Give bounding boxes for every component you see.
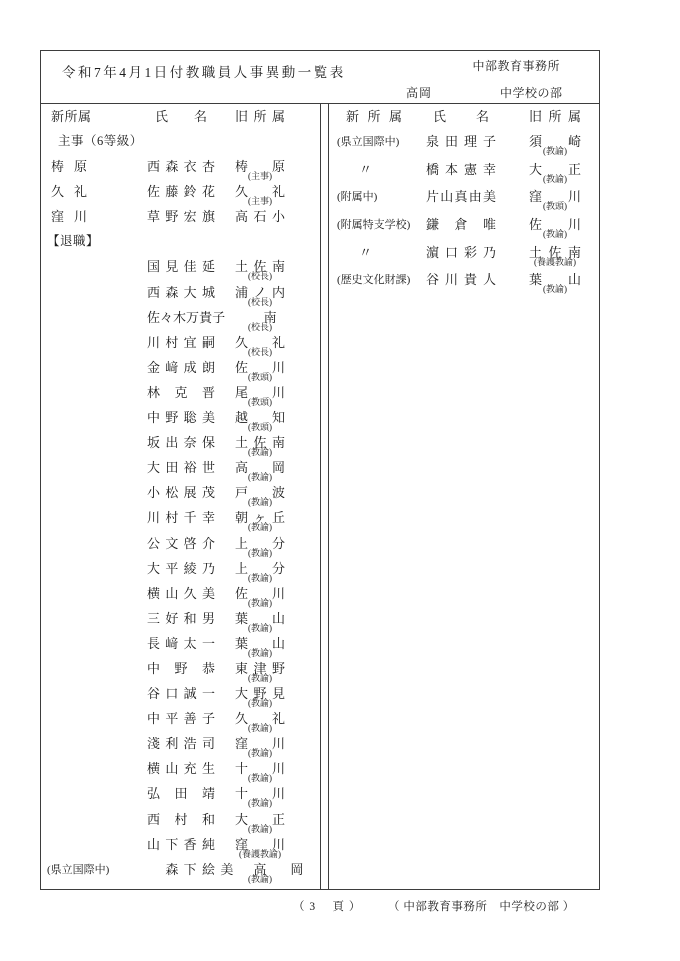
- old-affiliation-cell: 尾 川: [235, 384, 285, 400]
- old-affiliation-cell: 須 崎: [529, 134, 581, 149]
- table-row: [47, 485, 320, 510]
- new-affiliation-cell: [47, 586, 91, 611]
- table-row: [47, 761, 320, 786]
- document-box: [40, 50, 600, 890]
- table-row: [47, 636, 320, 661]
- table-row: [337, 134, 599, 162]
- position-note: (教頭): [248, 371, 272, 382]
- table-row: [337, 272, 599, 300]
- table-row: [47, 460, 320, 485]
- person-name-cell: 濵 口 彩 乃: [426, 244, 496, 260]
- person-name-cell: 中 野 恭: [147, 660, 215, 676]
- person-name-cell: 西 森 衣 杏: [147, 159, 215, 175]
- table-row: [47, 159, 320, 184]
- new-affiliation-cell: 梼 原: [51, 159, 87, 175]
- old-affiliation-cell: 大 正: [529, 161, 581, 177]
- new-affiliation-cell: [47, 837, 91, 862]
- position-note: (教諭): [248, 723, 272, 734]
- old-affiliation-cell: 十 川: [235, 761, 285, 777]
- new-affiliation-cell: [47, 736, 91, 761]
- new-affiliation-cell: 〃: [359, 161, 373, 177]
- person-name-cell: 佐 藤 鈴 花: [147, 184, 215, 200]
- person-name-cell: 坂 出 奈 保: [147, 435, 215, 451]
- person-name-cell: 川 村 宜 嗣: [147, 334, 215, 350]
- old-affiliation-cell: 南: [263, 309, 277, 325]
- table-row: [47, 335, 320, 360]
- header-new-affiliation: 新 所 属: [346, 109, 402, 124]
- position-note: (校長): [248, 296, 272, 307]
- new-affiliation-cell: [47, 561, 91, 586]
- person-name-cell: 金 﨑 成 朗: [147, 359, 215, 375]
- new-affiliation-cell: [47, 285, 91, 310]
- position-note: (教諭): [248, 522, 272, 533]
- table-row: [47, 686, 320, 711]
- table-row: [47, 435, 320, 460]
- position-note: (教諭): [248, 647, 272, 658]
- right-rows: [337, 134, 599, 300]
- position-note: (教諭): [248, 472, 272, 483]
- old-affiliation-cell: 佐 川: [235, 359, 285, 375]
- person-name-cell: 西 村 和: [147, 811, 215, 827]
- person-name-cell: 大 平 綾 乃: [147, 560, 215, 576]
- section-label: 主事（6等級）: [58, 134, 143, 148]
- right-column: [329, 103, 599, 889]
- section-label: 【退職】: [47, 234, 100, 249]
- new-affiliation-cell: [47, 360, 91, 385]
- position-note: (主事): [248, 171, 272, 182]
- new-affiliation-cell: [47, 636, 91, 661]
- person-name-cell: 谷 口 誠 一: [147, 686, 215, 702]
- person-name-cell: 弘 田 靖: [147, 786, 215, 802]
- old-affiliation-cell: 越 知: [235, 410, 285, 426]
- old-affiliation-cell: 久 礼: [235, 711, 285, 727]
- new-affiliation-cell: [47, 460, 91, 485]
- region-name: 高岡: [406, 86, 433, 100]
- person-name-cell: 中 野 聡 美: [147, 410, 215, 426]
- position-note: (教諭): [248, 672, 272, 683]
- old-affiliation-cell: 浦 ノ 内: [235, 284, 285, 300]
- table-row: [47, 259, 320, 284]
- position-note: (主事): [248, 196, 272, 207]
- new-affiliation-cell: [47, 485, 91, 510]
- footer-source-label: （ 中部教育事務所 中学校の部 ）: [388, 901, 575, 913]
- new-affiliation-cell: [47, 510, 91, 535]
- table-columns: [41, 103, 599, 889]
- table-row: [47, 812, 320, 837]
- new-affiliation-cell: (附属中): [337, 191, 378, 204]
- position-note: (教諭): [543, 228, 567, 239]
- table-row: [47, 561, 320, 586]
- old-affiliation-cell: 窪 川: [235, 836, 285, 852]
- header-old-affiliation: 旧 所 属: [529, 109, 581, 124]
- table-row: [47, 410, 320, 435]
- old-affiliation-cell: 窪 川: [529, 189, 581, 205]
- new-affiliation-cell: [47, 536, 91, 561]
- person-name-cell: 林 克 晋: [147, 384, 215, 400]
- table-row: [47, 786, 320, 811]
- new-affiliation-cell: [47, 611, 91, 636]
- table-row: [47, 536, 320, 561]
- old-affiliation-cell: 土 佐 南: [235, 435, 285, 451]
- table-row: [337, 217, 599, 245]
- page-number: （ 3 頁 ）: [293, 901, 362, 913]
- new-affiliation-cell: (県立国際中): [337, 136, 400, 148]
- new-affiliation-cell: [47, 686, 91, 711]
- position-note: (教諭): [248, 547, 272, 558]
- header-old-affiliation: 旧 所 属: [235, 109, 285, 124]
- section-name: 中学校の部: [500, 86, 563, 100]
- person-name-cell: 淺 利 浩 司: [147, 736, 215, 752]
- position-note: (教頭): [248, 396, 272, 407]
- position-note: (養護教諭): [239, 848, 281, 859]
- position-note: (教諭): [248, 873, 272, 884]
- new-affiliation-cell: [47, 259, 91, 284]
- person-name-cell: 森 下 絵 美: [165, 861, 234, 877]
- position-note: (校長): [248, 321, 272, 332]
- old-affiliation-cell: 久 礼: [235, 334, 285, 350]
- old-affiliation-cell: 佐 川: [529, 216, 581, 232]
- table-row: [337, 245, 599, 273]
- new-affiliation-cell: [47, 661, 91, 686]
- position-note: (教諭): [248, 798, 272, 809]
- position-note: (教諭): [248, 698, 272, 709]
- new-affiliation-cell: 〃: [359, 244, 373, 260]
- person-name-cell: 川 村 千 幸: [147, 510, 215, 526]
- old-affiliation-cell: 高 岡: [253, 861, 304, 877]
- person-name-cell: 谷 川 貴 人: [426, 272, 496, 288]
- position-note: (教諭): [248, 823, 272, 834]
- old-affiliation-cell: 十 川: [235, 786, 285, 802]
- column-divider: [320, 103, 329, 889]
- old-affiliation-cell: 上 分: [235, 535, 285, 551]
- new-affiliation-cell: [47, 335, 91, 360]
- table-row: [47, 661, 320, 686]
- position-note: (養護教諭): [534, 256, 576, 267]
- table-row: [47, 510, 320, 535]
- person-name-cell: 鎌 倉 唯: [426, 216, 496, 232]
- old-affiliation-cell: 高 石 小: [235, 209, 285, 225]
- office-name: 中部教育事務所: [472, 59, 560, 73]
- table-row: [47, 360, 320, 385]
- position-note: (教諭): [543, 284, 567, 295]
- person-name-cell: 草 野 宏 旗: [147, 209, 215, 225]
- old-affiliation-cell: 朝 ヶ 丘: [235, 510, 285, 526]
- old-affiliation-cell: 葉 山: [235, 635, 285, 651]
- person-name-cell: 橋 本 憲 幸: [426, 161, 496, 177]
- person-name-cell: 佐 々 木 万 貴 子: [147, 309, 226, 325]
- old-affiliation-cell: 東 津 野: [235, 660, 285, 676]
- table-row: [47, 310, 320, 335]
- old-affiliation-cell: 葉 山: [529, 272, 581, 288]
- header-new-affiliation: 新 所 属: [51, 109, 91, 124]
- new-affiliation-cell: (附属特支学校): [337, 218, 411, 231]
- old-affiliation-cell: 大 野 見: [235, 686, 285, 702]
- table-row: [47, 837, 320, 862]
- old-affiliation-cell: 窪 川: [235, 736, 285, 752]
- person-name-cell: 大 田 裕 世: [147, 460, 215, 476]
- column-headers: [337, 109, 599, 125]
- new-affiliation-cell: (県立国際中): [47, 863, 110, 876]
- position-note: (教諭): [248, 497, 272, 508]
- header-person-name: 氏 名: [155, 109, 207, 124]
- old-affiliation-cell: 久 礼: [235, 184, 285, 200]
- old-affiliation-cell: 佐 川: [235, 585, 285, 601]
- section-label-row: [47, 234, 320, 259]
- old-affiliation-cell: 大 正: [235, 811, 285, 827]
- person-name-cell: 公 文 啓 介: [147, 535, 215, 551]
- table-row: [47, 209, 320, 234]
- position-note: (教諭): [543, 146, 567, 156]
- position-note: (校長): [248, 346, 272, 357]
- title-area: [41, 51, 599, 104]
- table-row: [337, 189, 599, 217]
- person-name-cell: 片 山 真 由 美: [426, 189, 496, 205]
- new-affiliation-cell: [47, 711, 91, 736]
- position-note: (教諭): [248, 748, 272, 759]
- header-person-name: 氏 名: [433, 109, 489, 124]
- old-affiliation-cell: 土 佐 南: [529, 244, 581, 260]
- position-note: (教諭): [248, 773, 272, 784]
- table-row: [47, 862, 320, 887]
- section-label-row: [47, 134, 320, 159]
- person-name-cell: 長 﨑 太 一: [147, 635, 215, 651]
- table-row: [337, 162, 599, 190]
- new-affiliation-cell: 久 礼: [51, 184, 87, 200]
- new-affiliation-cell: [47, 812, 91, 837]
- left-column: [41, 103, 320, 889]
- position-note: (教諭): [248, 572, 272, 583]
- position-note: (教諭): [248, 622, 272, 633]
- table-row: [47, 711, 320, 736]
- table-row: [47, 736, 320, 761]
- position-note: (教頭): [543, 201, 567, 212]
- old-affiliation-cell: 戸 波: [235, 485, 285, 501]
- new-affiliation-cell: (歴史文化財課): [337, 274, 411, 287]
- old-affiliation-cell: 梼 原: [235, 159, 285, 175]
- old-affiliation-cell: 高 岡: [235, 460, 285, 476]
- old-affiliation-cell: 土 佐 南: [235, 259, 285, 275]
- table-row: [47, 285, 320, 310]
- position-note: (教頭): [248, 422, 272, 433]
- left-rows: [47, 134, 320, 887]
- person-name-cell: 山 下 香 純: [147, 836, 215, 852]
- person-name-cell: 三 好 和 男: [147, 610, 215, 626]
- table-row: [47, 611, 320, 636]
- person-name-cell: 横 山 久 美: [147, 585, 215, 601]
- old-affiliation-cell: 上 分: [235, 560, 285, 576]
- document-title: 令和7年4月1日付教職員人事異動一覧表: [62, 65, 346, 80]
- new-affiliation-cell: [47, 310, 91, 335]
- table-row: [47, 184, 320, 209]
- column-headers: [47, 109, 320, 125]
- table-row: [47, 586, 320, 611]
- person-name-cell: 国 見 佳 延: [147, 259, 215, 275]
- new-affiliation-cell: [47, 410, 91, 435]
- person-name-cell: 中 平 善 子: [147, 711, 215, 727]
- position-note: (教諭): [248, 447, 272, 458]
- person-name-cell: 西 森 大 城: [147, 284, 215, 300]
- position-note: (教諭): [543, 173, 567, 184]
- person-name-cell: 泉 田 理 子: [426, 134, 496, 149]
- table-row: [47, 385, 320, 410]
- old-affiliation-cell: 葉 山: [235, 610, 285, 626]
- person-name-cell: 横 山 充 生: [147, 761, 215, 777]
- new-affiliation-cell: [47, 761, 91, 786]
- person-name-cell: 小 松 展 茂: [147, 485, 215, 501]
- position-note: (教諭): [248, 597, 272, 608]
- page-footer: [0, 898, 680, 918]
- new-affiliation-cell: [47, 385, 91, 410]
- position-note: (校長): [248, 271, 272, 282]
- new-affiliation-cell: [47, 786, 91, 811]
- new-affiliation-cell: 窪 川: [51, 209, 87, 225]
- new-affiliation-cell: [47, 435, 91, 460]
